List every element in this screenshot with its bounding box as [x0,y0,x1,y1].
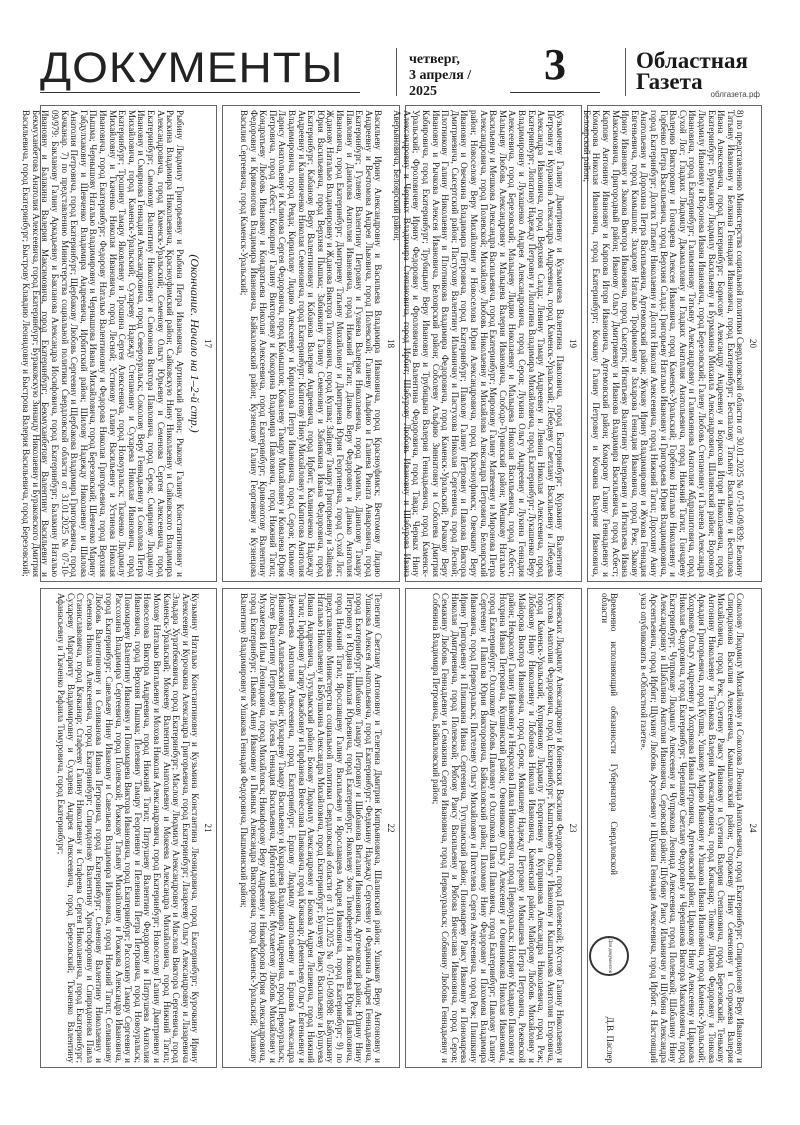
panel-19 [392,105,582,582]
pageno-underline [510,92,600,93]
panel-number: 22 [386,823,396,833]
panel-text: 8) по представлению Министерства социальной политики Свердловской области от 30.01.2025 № 07-10-09/839: Белкину Татьяну Ивановну и Белкина Геннадия Ивановича, город Екатеринбург; Беспалову Татьяну Васильевну и Беспалова Ивана Алексеевича, город Екатеринбург; Борисову Александру Андреевну и Борисова Игоря Николаевича, город Екатеринбург; Бурмакину Людмилу Васильевну и Бурмакина Михаила Александровича, Шалинский район; Воронову Людмилу Ивановну и Воронова Ивана Ивановича, город Березовский; Галеву Любовь Степановну и Галеева Александра Ивановича, город Екатеринбург; Галимзянову Татьяну Александровну и Галимзянова Анатолия Абдрашитовича, город Сухой Лог; Гладких Людмилу Джамалловну и Гладких Анатолия Анатольевича, город Нижний Тагил; Гончареву Валерию Викторовну и Гончарева Алексея Ивановича, город Каменск-Уральский; Горбенко Наталью Николаевну и Горбенко Петра Васильевича, город Верхняя Салда; Григорьеву Наталью Ивановну и Григорьева Юрия Владимировича, город Екатеринбург; Долгих Татьяну Николаевну и Долгих Николая Алексеевича, город Нижний Тагил; Дорохину Анну Анатольевну и Дорохина Петра Васильевича, Артемовский район; Жукову Ирину Владимировну и Жукова Геннадия Евгеньевича, город Камышлов; Захарову Наталью Трофимовну и Захарова Геннадия Ивановича, город Реж; Зыкову Ирину Ивановну и Зыкова Виктора Ивановича, город Сысерть; Игнатьеву Валентину Валерьевну и Игнатьева Ивана Максимовича, Пригородный район; Иванову Ольгу Дмитриевну и Иванова Владимира Васильевича, город Асбест; Карпову Антонину Ивановну и Карпова Игоря Ивановича, Артемовский район; Комарову Галину Геннадьевну и Комарова Николая Ивановича, город Екатеринбург; Кочкину Галину Петровну и Кочкина Валерия Ивановича, Белоярский район; [581,110,746,577]
section-title: ДОКУМЕНТЫ [40,43,344,92]
stamp-text: Для документов [606,938,612,973]
signatory-title: Временно исполняющий обязанности Губернатора Свердловской области [599,593,620,875]
header-divider [625,48,626,96]
date: 3 апреля / 2025 [409,68,472,99]
continuation-note: (Окончание. Начало на 1–2-й стр.) [188,254,203,433]
panel-number: 21 [203,823,213,833]
panel-text: Соколову Людмилу Михайловну и Соколова Леонида Анатольевича, город Екатеринбург; Спиридонову Веру Ивановну и Спиридонова Василия Алексеевича, Камышловский район; Сторожеву Нину Семеновну и Сторожева Валерия Михайловича, город Реж; Суетину Раису Ивановну и Суетина Валерия Степановича, город Березовский; Тенькову Антонину Николаевну и Тенькова Валерия Александровича, город Качканар; Тонкову Лидию Федоровну и Тонкова Аркадия Григорьевича, город Кушва; Ушакову Марию Ивановну и Ушакова Ивана Ивановича, город Каменск-Уральский; Хохрякову Ольгу Андреевну и Хохрякова Ивана Петровича, Артемовский район; Царькову Нину Алексеевну и Царькова Николая Федоровича, город Екатеринбург; Черепанову Светлану Федоровну и Черепанова Виктора Максимовича, город Екатеринбург; Чупрякову Людмилу Алексеевну и Чупрякова Леонида Алексеевича, город Полевской; Шабалину Нину Александровну и Шабалина Анатолия Ивановича, Серовский район; Шубину Раису Ильиничну и Шубина Александра Арсентьевича, город Ирбит; Щукину Любовь Арсеньевну и Щукина Геннадия Алексеевича, город Ирбит. 4. Настоящий указ опубликовать в «Областной газете». [639,593,746,1063]
panel-number: 20 [748,339,758,348]
panel-text: Кузьмичеву Галину Дмитриевну и Кузьмичева Валентина Павловича, город Екатеринбург; Куракину Валентину Петровну и Куракина Александра Андреевича, город Каменск-Уральский; Лебедеву Светлану Васильевну и Лебедева Александра Ивановича, город Верхняя Салда; Левину Тамару Андреевну и Левина Николая Алексеевича, город Екатеринбург; Лопатину Надежду Петровну и Лопатина Владимира Михайловича, город Екатеринбург; Лукашенко Веру Владимировну и Лукашенко Андрея Александровича, город Серов; Лукина Ольгу Андреевну и Лукина Геннадия Алексеевича, город Березовский; Мальцеву Лидию Николаевну и Мальцева Николая Васильевича, город Асбест; Мальцеву Любовь Александровну и Мальцева Валерия Ивановича, Слободо-Туринский район; Мешкову Наталью Васильевну и Мешкова Александра Васильевича, город Екатеринбург; Миронову Галину Матвеевну и Миронова Петра Александровича, город Полевской; Михайлову Любовь Николаевну и Михайлова Александра Петровича, Белоярский район; Новоселову Веру Михайловну и Новоселова Юрия Александровича, город Красноуфимск; Овечкину Веру Ивановну и Овечкина Владимира Петровича, город Екатеринбург; Павлову Галину Петровну и Павлова Виктора Дмитриевича, Сысертский район; Пастухову Валентину Ильиничну и Пастухова Николая Сергеевича, город Лесной; Плотникову Галину Николаевну и Плотникова Владимира Федоровича, город Каменск-Уральский; Рычкову Веру Ивановну и Рычкова Алексея Ивановича, Белоярский район; Соболеву Альфию Зиннатовну и Соболева Дмитрия Кабировича, город Екатеринбург; Трубицыну Веру Ивановну и Трубицына Валерия Геннадьевича, город Каменск-Уральский; Фроловичеву Ирину Федоровну и Фроловичева Валентина Федоровича, город Тавда; Черных Нину Александровну и Черных Владимира Степановича, город Ирбит; Шабурову Любовь Ивановну и Шабурова Ивана Аверьяновича, Белоярский район; [392,110,566,577]
panel-24 [587,588,762,1068]
panel-text: Телегину Светлану Антоновну и Телегина Дмитрия Кипрьяновича, Шалинский район; Ушакову Веру Антоновну и Ушакова Алексея Анатольевича, город Екатеринбург; Федякину Надежду Сергеевну и Федякина Андрея Геннадьевича, город Екатеринбург; Шибанову Тамару Петровну и Шибанова Виталия Ивановича, Артемовский район; Юдину Нину Петровну и Юдина Николая Юрьевича, город Екатеринбург; Яковлеву Зою Тимофеевну и Яковлева Юрия Павловича, город Нижний Тагил; Ярославцеву Галину Васильевну и Ярославцева Андрея Ивановича, город Екатеринбург; 9) по представлению Министерства социальной политики Свердловской области от 31.01.2025 № 07-10-09/898: Бабушкину Наталью Николаевну и Бабушкина Александра Михайловича, город Екатеринбург; Бушуеву Раису Васильевну и Бушуева Ивана Андреевича, Тугулымский район; Бокову Людмилу Александровну и Бокова Андрея Лешевича, город Нижний Тагил; Гирфанову Тагиру Ражабовну и Гирфанова Вячеслава Паяковича, город Качканар; Дементьеву Ольгу Евгеньевну и Дементьева Анатолия Алексеевича, город Екатеринбург; Ершову Людмилу Анатольевну и Ершова Александра Ивановича, Алапаевский район; Кукарцеву Тамару Васильевну и Кукарцева Владимира Андреевича, город Первоуральск; Лосеву Валентину Петровну и Лосева Геннадия Васильевича, Ирбитский район; Мухаметову Любовь Михайловну и Мухаметова Ильи Леонидовича, город Михайловск; Никифорову Веру Андреевну и Никифорова Юрия Александровича, город Екатеринбург; Пьяных Анну Ивановну и Пьяных Александра Викторовича, город Каменск-Уральский; Ушакову Валентину Владимировну и Ушакова Геннадия Федоровича, Пышминский район; [239,593,384,1063]
panel-number: 23 [568,823,578,833]
panel-text: Рыбину Людмилу Григорьевну и Рыбина Петра Ивановича, Артинский район; Рыкову Галину Константиновну и Рыскина Владимира Николаевича, Красноуфимский район; Сайковскую Нину Николаевну и Сайковского Владимира Александровича, город Каменск-Уральский; Семенову Ольгу Юрьевну и Семенова Сергея Алексеевича, город Екатеринбург; Симонову Валентину Николаевну и Симонова Виктора Павловича, город Серов; Смирнову Людмилу Ивановну и Смирнова Геннадия Александровича, город Североуральск; Соколову Веру Геннадьевну и Соколова Петра Михайловича, город Каменск-Уральский; Сухареву Надежду Степановну и Сухарева Николая Ивановича, город Екатеринбург; Трошину Тамару Яковлевну и Трошина Сергея Алексеевича, город Новоуральск; Ткаченко Людмилу Михайловну и Ткаченко Николая Ивановича, город Лесной; Устинову Галину Васильевну и Устинова Николая Ивановича, город Екатеринбург; Федорову Наталью Валентиновну и Федорова Николая Григорьевича, город Верхняя Пышма; Чернышову Наталью Владимировну и Чернышова Ивана Михайловича, город Березовский; Шевченко Марину Габдулхаковну и Шевченко Владимира Андреевича, Ирбитский район; Шилову Надежду Николаевну и Шилова Анатолия Петровича, город Екатеринбург; Щербакову Любовь Сергеевну и Щербакова Владимира Григорьевича, город Качканар. 7) по представлению Министерства социальной политики Свердловской области от 31.01.2025 № 07-10-09/979: Бакланову Галину Аркадьевну и Бакланова Александра Иосифовича, город Екатеринбург; Балакину Наталью Ивановну и Балакина Валерия Максимовича, город Екатеринбург; Бекмуханбетову Валентину Васильевну и Бекмуханбетова Анатолия Алексеевича, город Екатеринбург; Бураковскую Зинаиду Николаевну и Бураковского Дмитрия Васильевича, город Екатеринбург; Быстрову Клавдию Леонидовну и Быстрова Валерия Васильевича, город Березовский; [21,110,185,577]
panel-23 [405,588,582,1068]
panel-17 [21,105,217,582]
signature-block [589,593,629,1063]
logo-line2: Газета [636,69,703,94]
panel-number: 24 [748,823,758,833]
page-number: 3 [544,40,566,89]
panel-18 [222,105,400,582]
panel-text: Кузьмину Наталью Константиновну и Кузьмина Константина Леонидовича, город Екатеринбург; Курочкину Ирину Алексеевну и Курочкина Александра Григорьевича, город Екатеринбург; Лазарееву Ольгу Александровну и Лазаревича Эльдара Хуратбековича, город Екатеринбург; Маслову Людмилу Александровну и Маслова Виктора Сергеевича, город Каменск-Уральский; Мокееву Валентину Анатольевну и Мокеева Александра Михайловича, город Нижний Тагил; Мохову Наталью Витальевну и Мохова Николая Александровича, город Екатеринбург; Новоселову Галину Дмитриевну и Новоселова Виктора Андреевича, город Нижний Тагил; Патрушеву Валентину Федоровну и Патрушева Анатолия Ивановича, город Верхняя Пышма; Пелевину Тамару Георгиевну и Пелевина Петра Петровича, город Новоуральск; Пономареву Валентину Ивановну и Пономарева Виктора Ивановича, город Екатеринбург; Рассохину Тамару Сергеевну и Рассохина Владимира Сергеевича, город Полевской; Рожкову Татьяну Михайловну и Рожкова Александра Ивановича, город Екатеринбург; Савельеву Нину Ивановну и Савельева Владимира Ивановича, город Нижний Тагил; Селиванову Любовь Валентиновну и Селиванова Ивана Петровича, город Екатеринбург; Семенову Валентину Николаевну и Семенова Николая Алексеевича, город Екатеринбург; Спиридонову Валентину Христофоровну и Спиридонова Павла Станиславовича, город Качканар; Стафееву Галину Николаевну и Стафеева Сергея Николаевича, город Екатеринбург; Сухареву Маргариту Владимировну и Сухарева Андрея Алексеевича, город Березовский; Ткаченко Валентину Афанасьевну и Ткаченко Рафаила Тимуровича, город Екатеринбург; [56,593,201,1063]
official-stamp [589,936,629,976]
panel-number: 18 [386,339,396,348]
site-address: облгазета.рф [710,90,760,99]
panel-22 [222,588,400,1068]
page-header [40,40,760,98]
title-underline [40,92,360,93]
weekday: четверг, [409,52,460,67]
logo-line1: Областная [636,48,748,73]
panel-20 [581,105,762,582]
panel-text: Васильеву Ирину Александровну и Васильева Владимира Ивановича, город Красноуфимск; Вечтомову Лидию Андреевну и Вечтомова Андрея Львовича, город Полевской; Галиеву Альфию и Галиева Рината Анваровича, город Екатеринбург; Гуляеву Валентину Петровну и Гуляева Валерия Николаевича, город Арамиль; Данилову Тамару Павловну и Данилова Анатолия Ивановича, город Нижний Тагил; Данько Веру Федоровну и Данько Анатолия Ивановича, город Екатеринбург; Дмитриеву Татьяну Михайловну и Дмитриева Юрия Георгиевича, город Сухой Лог; Жданову Наталью Владимировну и Жданова Виктора Тихоновича, город Кушва; Зайцеву Тамару Григорьевну и Зайцева Юрия Васильевича, город Верхняя Пышма; Забиякину Галину Семеновну и Забиякина Ивана Федоровича, город Екатеринбург; Кабанову Веру Валентиновну и Кабанова Валерия Андреевича, город Ирбит; Калиниченко Надежду Андреевну и Калиниченко Николая Семеновича, город Екатеринбург; Капитову Нину Михайловну и Капитова Анатолия Владимировича, город Ревда; Кириллову Лидию Алексеевну и Кириллова Петра Ивановича, город Серов; Климову Ларису Анатольевну и Климова Сергея Федоровича, город Камышлов; Ковалеву Тамару Михайловну и Ковалева Юрия Петровича, город Асбест; Кокорину Галину Викторовну и Кокорина Владимира Павловича, город Нижний Тагил; Кондратьеву Любовь Ивановну и Кондратьева Николая Алексеевича, город Екатеринбург; Кривоногову Валентину Федоровну и Кривоногова Владимира Ивановича, Байкаловский район; Кузнецову Галину Георгиевну и Кузнецова Василия Сергеевича, город Каменск-Уральский; [239,110,384,577]
panel-number: 19 [568,339,578,348]
header-divider [396,48,397,96]
panel-text: Коневских Людмилу Александровну и Коневских Василия Федоровича, город Полевской; Кустову Галину Николаевну и Кустова Анатолия Федоровича, город Екатеринбург; Кыштымову Ольгу Ивановну и Кыштымова Анатолия Егоровича, город Каменск-Уральский; Куприянову Людмилу Георгиевну и Куприянова Александра Николаевича, город Реж; Лобанову Нину Николаевну и Лобанова Николая Ивановича, Каменский район; Майорову Любовь Михайловну и Майорова Виктора Ивановича, город Серов; Мякишеву Надежду Петровну и Мякишева Петра Петровича, Режевской район; Некрасову Галину Ивановну и Некрасова Павла Николаевича, город Первоуральск; Нохрину Клавдию Павловну и Нохрина Ивана Петровича, Кушвинский район; Овчинникову Ольгу Алексеевну и Овчинникова Николая Ивановича, город Екатеринбург; Охлопкову Любовь Павловну и Охлопкова Павла Павловича, город Екатеринбург; Павлову Галину Сергеевну и Павлова Юрия Викторовича, Байкаловский район; Пахомову Нину Федоровну и Пахомова Владимира Ивановича, город Первоуральск; Пихтелеву Ольгу Михайловну и Пихтелева Сергея Алексеевича, город Реж; Плишкину Ирину Григорьевну и Плишкина Ивана Сергеевича, Тугулымский район; Пономареву Раису Ивановну и Пономарева Николая Дмитриевича, город Полевской; Рябову Раису Васильевну и Рябова Вячеслава Ивановича, город Серов; Семакину Любовь Геннадьевну и Семакина Сергея Ивановича, город Первоуральск; Собянину Любовь Геннадьевну и Собянина Владимира Петровича, Байкаловский район; [430,593,566,1063]
signatory-name: Д.В. Паслер [604,1016,615,1063]
panel-number: 17 [203,339,213,348]
newspaper-logo [636,48,762,99]
issue-date [409,52,499,100]
panel-21 [40,588,217,1068]
